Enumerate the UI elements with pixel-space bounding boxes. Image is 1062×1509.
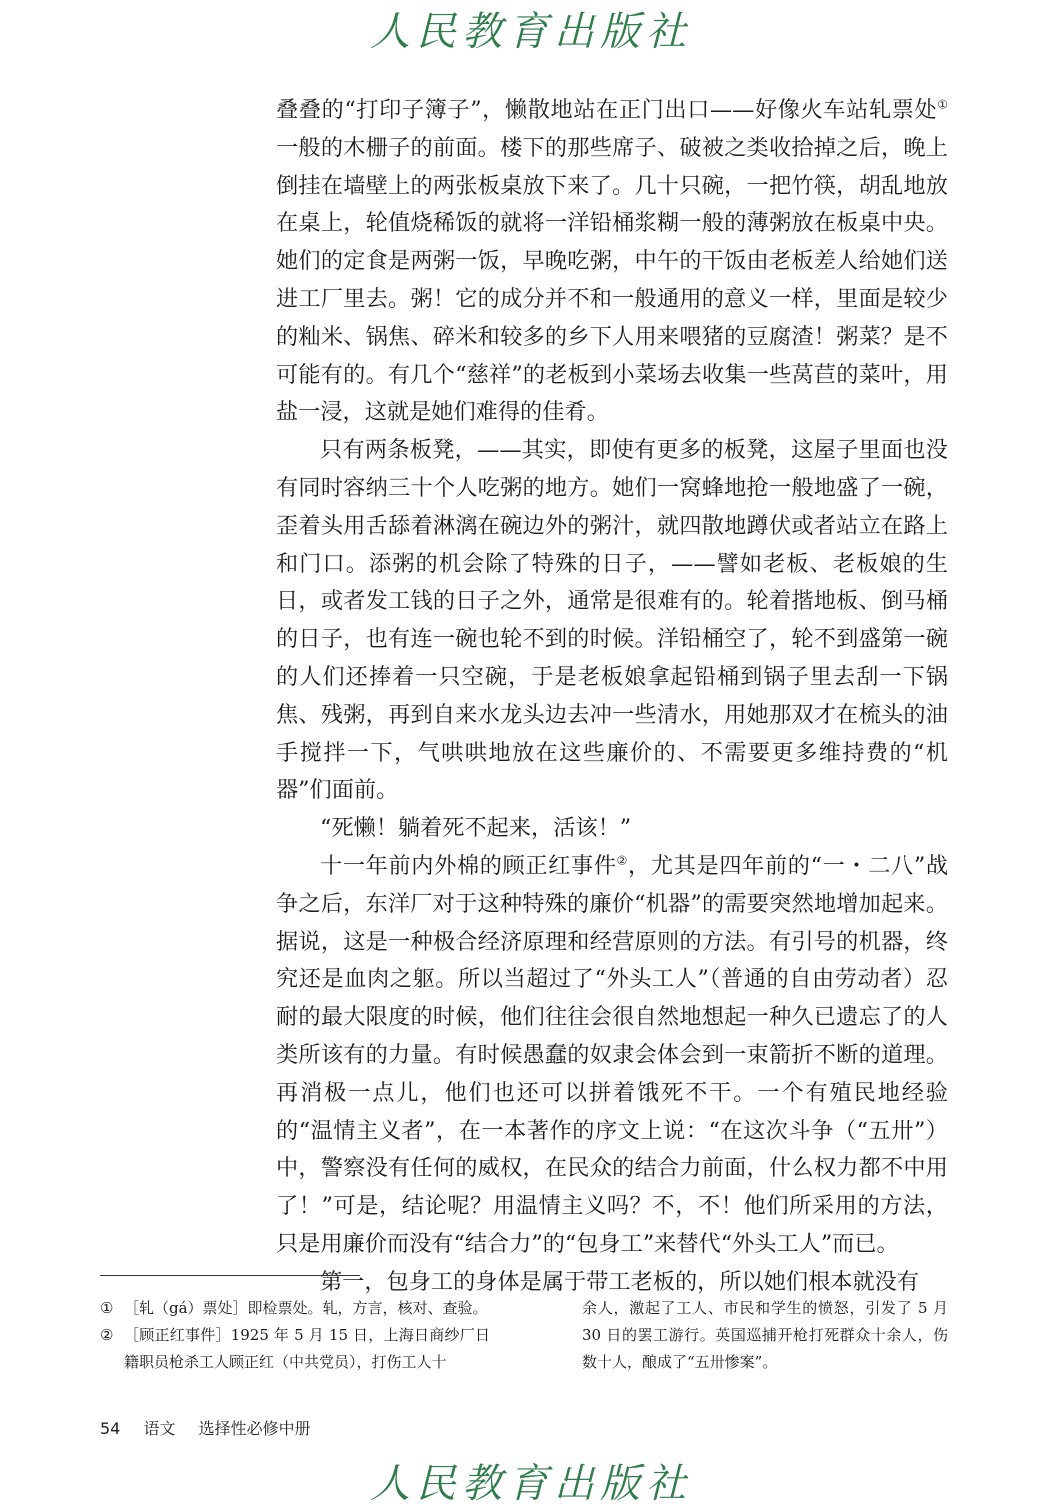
footnote-divider (100, 1275, 360, 1276)
footnote-2 (100, 1322, 490, 1376)
paragraph-4 (276, 848, 948, 1264)
footnote-1-mark: ① (100, 1299, 114, 1317)
footnote-ref-2[interactable]: ② (616, 853, 629, 868)
paragraph-3: “死懒！躺着死不起来，活该！” (320, 815, 632, 842)
footnote-2-text-left: ［顾正红事件］1925 年 5 月 15 日，上海日商纱厂日籍职员枪杀工人顾正红（中共党员），打伤工人十 (124, 1326, 490, 1371)
footnotes-column-left (100, 1295, 490, 1376)
publisher-watermark-bottom: 人民教育出版社 (370, 1461, 692, 1507)
body-text (276, 92, 948, 1302)
footnote-1-text: ［轧（gá）票处］即检票处。轧，方言，核对、查验。 (124, 1299, 488, 1317)
paragraph-1-text-b: 一般的木栅子的前面。楼下的那些席子、破被之类收拾掉之后，晚上倒挂在墙壁上的两张板桌放下来了。几十只碗，一把竹筷，胡乱地放在桌上，轮值烧稀饭的就将一洋铅桶浆糊一般的薄粥放在板桌中央。她们的定食是两粥一饭，早晚吃粥，中午的干饭由老板差人给她们送进工厂里去。粥！它的成分并不和一般通用的意义一样，里面是较少的籼米、锅焦、碎米和较多的乡下人用来喂猪的豆腐渣！粥菜？是不可能有的。有几个“慈祥”的老板到小菜场去收集一些莴苣的菜叶，用盐一浸，这就是她们难得的佳肴。 (276, 134, 948, 426)
paragraph-4-text-b: ，尤其是四年前的“一・二八”战争之后，东洋厂对于这种特殊的廉价“机器”的需要突然地增加起来。据说，这是一种极合经济原理和经营原则的方法。有引号的机器，终究还是血肉之躯。所以当超过了“外头工人”（普通的自由劳动者）忍耐的最大限度的时候，他们往往会很自然地想起一种久已遗忘了的人类所该有的力量。有时候愚蠢的奴隶会体会到一束箭折不断的道理。再消极一点儿，他们也还可以拼着饿死不干。一个有殖民地经验的“温情主义者”，在一本著作的序文上说：“在这次斗争（“五卅”）中，警察没有任何的威权，在民众的结合力前面，什么权力都不中用了！”可是，结论呢？用温情主义吗？不，不！他们所采用的方法，只是用廉价而没有“结合力”的“包身工”来替代“外头工人”而已。 (276, 852, 949, 1257)
page-footer (100, 1416, 329, 1439)
page-number: 54 (100, 1419, 121, 1438)
footnote-2-text-right: 余人，激起了工人、市民和学生的愤怒，引发了 5 月 30 日的罢工游行。英国巡捕开枪打死群众十余人，伤数十人，酿成了“五卅惨案”。 (582, 1299, 948, 1371)
paragraph-4-text-a: 十一年前内外棉的顾正红事件 (320, 852, 617, 879)
paragraph-5: 第一，包身工的身体是属于带工老板的，所以她们根本就没有 (320, 1268, 920, 1295)
paragraph-1-text-a: 叠叠的“打印子簿子”，懒散地站在正门出口——好像火车站轧票处 (276, 97, 938, 123)
footnote-1 (100, 1295, 490, 1322)
paragraph-2: 只有两条板凳，——其实，即使有更多的板凳，这屋子里面也没有同时容纳三十个人吃粥的地方。她们一窝蜂地抢一般地盛了一碗，歪着头用舌舔着淋漓在碗边外的粥汁，就四散地蹲伏或者站立在路上和门口。添粥的机会除了特殊的日子，——譬如老板、老板娘的生日，或者发工钱的日子之外，通常是很难有的。轮着揩地板、倒马桶的日子，也有连一碗也轮不到的时候。洋铅桶空了，轮不到盛第一碗的人们还捧着一只空碗，于是老板娘拿起铅桶到锅子里去刮一下锅焦、残粥，再到自来水龙头边去冲一些清水，用她那双才在梳头的油手搅拌一下，气哄哄地放在这些廉价的、不需要更多维持费的“机器”们面前。 (276, 437, 948, 804)
footer-subject: 语文 (143, 1419, 176, 1438)
publisher-watermark-top: 人民教育出版社 (370, 9, 692, 55)
paragraph-1 (276, 92, 948, 432)
footnote-ref-1[interactable]: ① (937, 97, 948, 112)
footer-book-title: 选择性必修中册 (198, 1419, 311, 1438)
footnote-2-mark: ② (100, 1326, 114, 1344)
